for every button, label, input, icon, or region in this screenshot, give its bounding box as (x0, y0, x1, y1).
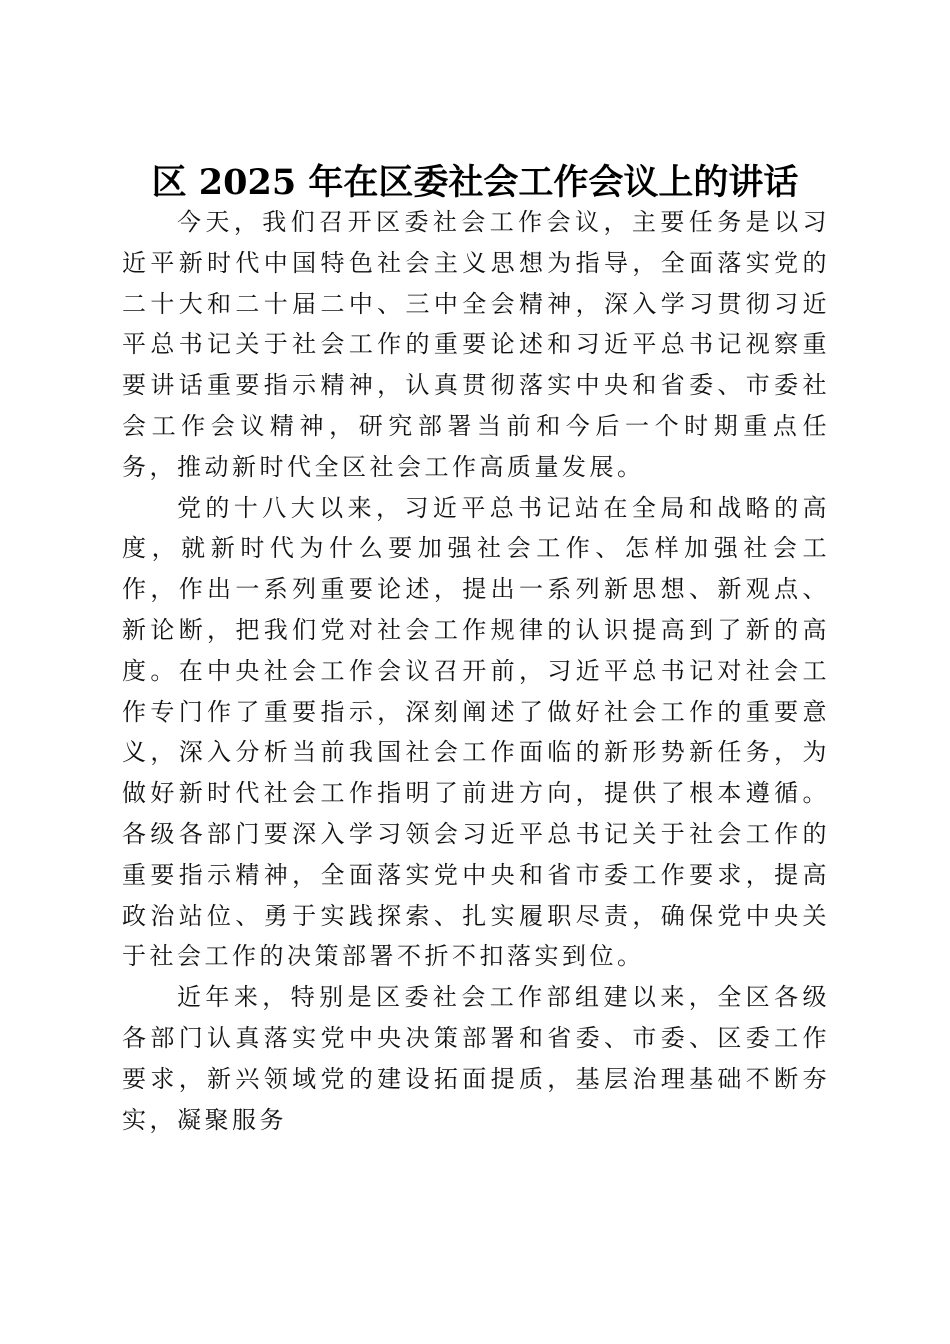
paragraph: 近年来，特别是区委社会工作部组建以来，全区各级各部门认真落实党中央决策部署和省委、市委、区委工作要求，新兴领域党的建设拓面提质，基层治理基础不断夯实，凝聚服务 (122, 983, 830, 1134)
document-title: 区 2025 年在区委社会工作会议上的讲话 (151, 162, 799, 204)
paragraph: 党的十八大以来，习近平总书记站在全局和战略的高度，就新时代为什么要加强社会工作、怎样加强社会工作，作出一系列重要论述，提出一系列新思想、新观点、新论断，把我们党对社会工作规律的认识提高到了新的高度。在中央社会工作会议召开前，习近平总书记对社会工作专门作了重要指示，深刻阐述了做好社会工作的重要意义，深入分析当前我国社会工作面临的新形势新任务，为做好新时代社会工作指明了前进方向，提供了根本遵循。各级各部门要深入学习领会习近平总书记关于社会工作的重要指示精神，全面落实党中央和省市委工作要求，提高政治站位、勇于实践探索、扎实履职尽责，确保党中央关于社会工作的决策部署不折不扣落实到位。 (122, 493, 830, 971)
document-body (122, 202, 830, 1140)
paragraph: 今天，我们召开区委社会工作会议，主要任务是以习近平新时代中国特色社会主义思想为指导，全面落实党的二十大和二十届二中、三中全会精神，深入学习贯彻习近平总书记关于社会工作的重要论述和习近平总书记视察重要讲话重要指示精神，认真贯彻落实中央和省委、市委社会工作会议精神，研究部署当前和今后一个时期重点任务，推动新时代全区社会工作高质量发展。 (122, 208, 830, 481)
